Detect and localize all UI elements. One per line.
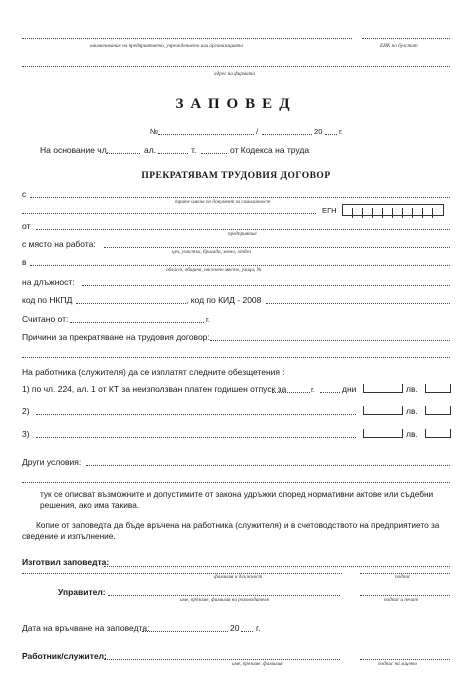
amount-2-stotinki-box[interactable] xyxy=(425,406,451,415)
year-suffix: г. xyxy=(339,127,343,136)
basis-point-line[interactable] xyxy=(201,153,227,154)
position-label: на длъжност: xyxy=(22,277,75,287)
delivery-year-line[interactable] xyxy=(241,631,253,632)
employee-label: Работник/служител: xyxy=(22,651,107,661)
eik-line[interactable] xyxy=(362,38,450,39)
workplace-caption: цех, участък, бригада, звено, отдел xyxy=(172,249,252,255)
with-caption: трите имена по документ за самоличност xyxy=(175,199,271,205)
employee-name-caption: име, презиме, фамилия xyxy=(232,661,283,667)
delivery-year-suffix: г. xyxy=(256,623,261,633)
kid-code-line[interactable] xyxy=(266,303,450,304)
basis-paragraph-line[interactable] xyxy=(158,153,188,154)
prepared-name-caption: фамилия и длъжност xyxy=(214,574,263,580)
currency-label-1: лв. xyxy=(406,384,418,394)
other-conditions-line-2[interactable] xyxy=(22,482,450,483)
delivery-date-label: Дата на връчване на заповедта: xyxy=(22,623,150,633)
prepared-sign-caption: подпис xyxy=(395,574,411,580)
manager-sign-caption: подпис и печат xyxy=(384,597,419,603)
other-conditions-label: Други условия: xyxy=(22,457,82,467)
number-separator: / xyxy=(256,127,259,136)
employee-sign-caption: подпис на лицето xyxy=(378,661,418,667)
reasons-line-1[interactable] xyxy=(210,340,450,341)
workplace-line[interactable] xyxy=(104,247,450,248)
compensation-item-3: 3) xyxy=(22,429,30,439)
compensation-3-line[interactable] xyxy=(36,437,356,438)
page-title: ЗАПОВЕД xyxy=(175,96,297,112)
order-date-line[interactable] xyxy=(262,134,312,135)
kid-label: , код по КИД - 2008 xyxy=(186,295,262,305)
manager-signature-line[interactable] xyxy=(360,595,450,596)
from-label: от xyxy=(22,221,31,231)
position-line[interactable] xyxy=(82,285,450,286)
from-date-label: Считано от: xyxy=(22,314,69,324)
employee-name-line-2[interactable] xyxy=(22,213,316,214)
eik-caption: ЕИК по булстат xyxy=(380,43,418,49)
amount-1-stotinki-box[interactable] xyxy=(425,384,451,393)
manager-name-caption: име, презиме, фамилия на ръководителя xyxy=(180,597,269,603)
address-line[interactable] xyxy=(22,66,450,67)
delivery-date-line[interactable] xyxy=(142,631,228,632)
basis-prefix: На основание чл. xyxy=(40,145,110,155)
manager-label: Управител: xyxy=(58,587,106,597)
effective-date-line[interactable] xyxy=(70,322,204,323)
prepared-by-label: Изготвил заповедта: xyxy=(22,557,110,567)
amount-3-stotinki-box[interactable] xyxy=(425,429,451,438)
with-label: с xyxy=(22,189,27,199)
org-name-line[interactable] xyxy=(22,38,352,39)
compensation-item-2: 2) xyxy=(22,406,30,416)
amount-3-leva-box[interactable] xyxy=(363,429,403,438)
order-number-line[interactable] xyxy=(158,134,254,135)
egn-boxes[interactable] xyxy=(342,204,444,216)
egn-label: ЕГН xyxy=(322,206,337,215)
basis-t-label: т. xyxy=(191,145,197,155)
currency-label-2: лв. xyxy=(406,406,418,416)
other-conditions-line-1[interactable] xyxy=(86,465,450,466)
employee-name-line[interactable] xyxy=(104,659,340,660)
copy-instructions: Копие от заповедта да бъде връчена на работника (служителя) и в счетоводството на предприятието за сведение и изпълнение. xyxy=(22,520,440,541)
from-date-suffix: г. xyxy=(206,315,210,324)
compensation-item-1: 1) по чл. 224, ал. 1 от КТ за неизползван платен годишен отпуск за xyxy=(22,384,287,394)
delivery-year-prefix: 20 xyxy=(230,623,240,633)
employee-name-line-1[interactable] xyxy=(30,197,450,198)
currency-label-3: лв. xyxy=(406,429,418,439)
amount-1-leva-box[interactable] xyxy=(363,384,403,393)
in-label: в xyxy=(22,257,27,267)
basis-suffix: от Кодекса на труда xyxy=(230,145,310,155)
workplace-label: с място на работа: xyxy=(22,239,96,249)
compensation-2-line[interactable] xyxy=(36,414,356,415)
amount-2-leva-box[interactable] xyxy=(363,406,403,415)
location-line[interactable] xyxy=(30,265,450,266)
manager-name-line[interactable] xyxy=(108,595,340,596)
nkpd-code-line[interactable] xyxy=(76,303,186,304)
leave-year-suffix: г. xyxy=(311,385,315,394)
reasons-label: Причини за прекратяване на трудовия договор: xyxy=(22,332,210,342)
from-caption: предприятие xyxy=(228,231,257,237)
order-year-line[interactable] xyxy=(325,134,337,135)
prepared-by-name-line[interactable] xyxy=(22,573,342,574)
address-caption: адрес на фирмата xyxy=(214,71,256,77)
year-prefix: 20 xyxy=(314,127,323,136)
subtitle: ПРЕКРАТЯВАМ ТРУДОВИЯ ДОГОВОР xyxy=(141,171,331,181)
enterprise-line[interactable] xyxy=(36,229,450,230)
number-sign: № xyxy=(150,127,159,136)
days-label: дни xyxy=(342,384,357,394)
prepared-by-line[interactable] xyxy=(104,566,450,567)
compensation-intro: На работника (служителя) да се изплатят следните обезщетения : xyxy=(22,367,285,377)
reasons-line-2[interactable] xyxy=(22,357,450,358)
basis-article-line[interactable] xyxy=(106,153,140,154)
in-caption: област, община, населено място, улица, № xyxy=(166,267,262,273)
leave-days-line[interactable] xyxy=(320,392,340,393)
basis-al-label: ал. xyxy=(144,145,157,155)
leave-year-line[interactable] xyxy=(272,392,310,393)
other-conditions-note: тук се описват възможните и допустимите от закона удръжки според нормативни актове или съдебни решения, ако има такива. xyxy=(40,489,434,510)
nkpd-label: код по НКПД xyxy=(22,295,73,305)
org-caption: наименование на предприятието, учреждението или организацията xyxy=(90,43,244,49)
employee-signature-line[interactable] xyxy=(360,659,450,660)
